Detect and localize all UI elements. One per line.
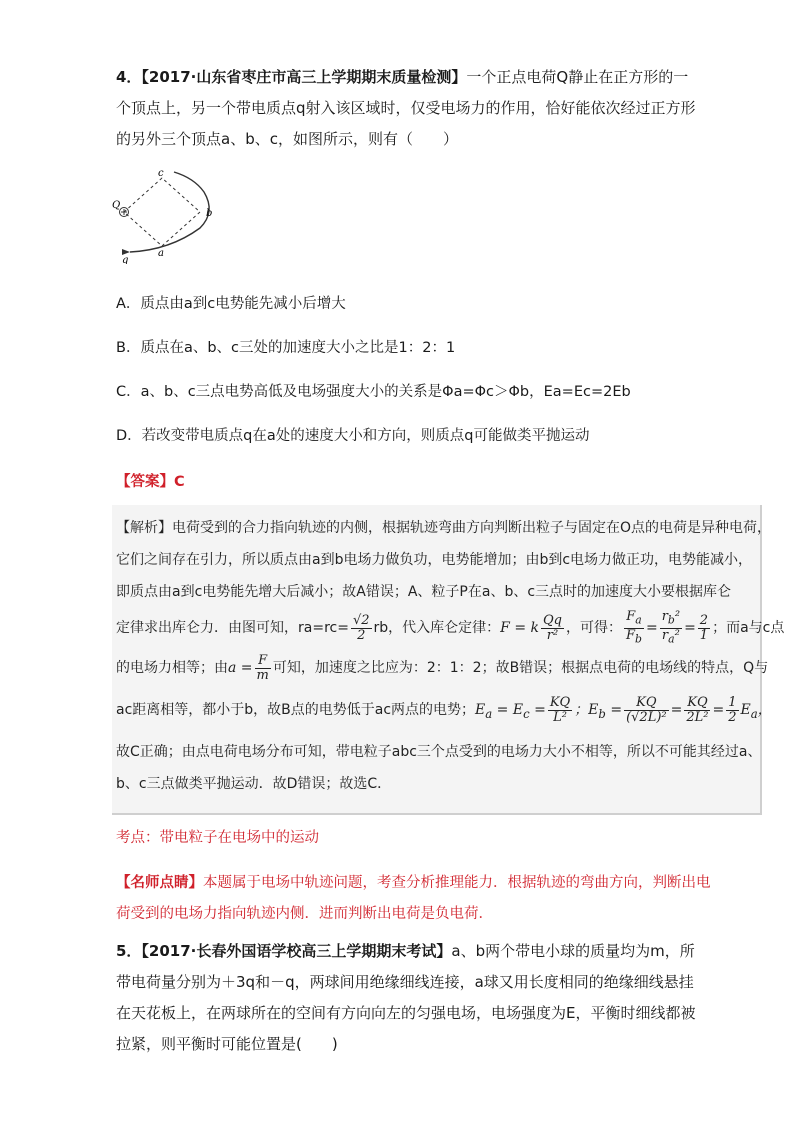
option-b: B．质点在a、b、c三处的加速度大小之比是1：2：1 <box>116 340 456 356</box>
label-b: b <box>206 208 213 219</box>
label-q: q <box>122 255 129 264</box>
explanation-line: b、c三点做类平抛运动．故D错误；故选C． <box>116 775 392 792</box>
label-a: a <box>158 248 164 259</box>
question-4 <box>116 62 696 155</box>
explanation-line: 即质点由a到c电势能先增大后减小；故A错误；A、粒子P在a、b、c三点时的加速度大小要根据库仑 <box>116 584 732 600</box>
field-formula: $E_a = E_c$ = <box>475 702 546 721</box>
teacher-comment-tag: 【名师点睛】 <box>116 875 203 891</box>
label-c: c <box>158 168 164 179</box>
kaodian-label: 考点：带电粒子在电场中的运动 <box>116 830 319 846</box>
trajectory-curve <box>130 172 209 252</box>
explanation-line: 的电场力相等；由a = $\frac{F}{m}$ 可知，加速度之比应为：2：1：2；故B错误；根据点电荷的电场线的特点，Q与 <box>116 652 769 683</box>
formula-sqrt2-over-2: $\frac{√2}{2}$ <box>352 612 370 643</box>
coulomb-formula: F = k <box>500 620 539 636</box>
explanation-text <box>116 512 785 800</box>
answer-label: 【答案】C <box>116 474 185 490</box>
force-ratio-formula: $\frac{F_a}{F_b}$ <box>625 608 642 646</box>
question-5-stem: a、b两个带电小球的质量均为m，所带电荷量分别为＋3q和－q，两球间用绝缘细线连接，a球又用长度相同的绝缘细线悬挂在天花板上，在两球所在的空间有方向向左的匀强电场，电场强度为E，平衡时细线都被拉紧，则平衡时可能位置是( ) <box>116 942 696 1053</box>
explanation-line: 定律求出库仑力．由图可知，ra=rc= $\frac{√2}{2}$ rb，代入库仑定律：F = k $\frac{Qq}{\text{r²}}$ ，可得： $\frac{F_a}{F_b}$ = $\frac{r_b^2}{r_a^2}$ = $\frac{2}{1}$ ；而a与c点 <box>116 608 785 646</box>
explanation-line: 它们之间存在引力，所以质点由a到b电场力做负功，电势能增加；由b到c电场力做正功，电势能减小， <box>116 552 753 568</box>
explanation-line: 【解析】电荷受到的合力指向轨迹的内侧，根据轨迹弯曲方向判断出粒子与固定在O点的电荷是异种电荷， <box>116 520 772 536</box>
option-d: D．若改变带电质点q在a处的速度大小和方向，则质点q可能做类平抛运动 <box>116 428 590 444</box>
option-a: A．质点由a到c电势能先减小后增大 <box>116 296 346 312</box>
trajectory-figure <box>112 168 222 264</box>
explanation-line: ac距离相等，都小于b，故B点的电势低于ac两点的电势；$E_a = E_c$ = $\frac{KQ}{\text{L²}}$ ；$E_b$ = $\frac{KQ}{\text{(√2L)²}}$ = $\frac{KQ}{\text{2L²}}$ = $\frac{1}{2}$ $E_a$， <box>116 694 772 725</box>
option-c: C．a、b、c三点电势高低及电场强度大小的关系是Φa=Φc＞Φb，Ea=Ec=2Eb <box>116 384 631 400</box>
explanation-line: 故C正确；由点电荷电场分布可知，带电粒子abc三个点受到的电场力大小不相等，所以不可能其经过a、 <box>116 743 762 760</box>
question-4-source: 4．【2017·山东省枣庄市高三上学期期末质量检测】 <box>116 68 467 86</box>
teacher-comment-text: 本题属于电场中轨迹问题，考查分析推理能力．根据轨迹的弯曲方向，判断出电荷受到的电场力指向轨迹内侧．进而判断出电荷是负电荷． <box>116 875 711 922</box>
question-5 <box>116 936 696 1060</box>
newton-formula: a = <box>228 660 253 676</box>
question-4-stem: 一个正点电荷Q静止在正方形的一个顶点上，另一个带电质点q射入该区域时，仅受电场力的作用，恰好能依次经过正方形的另外三个顶点a、b、c，如图所示，则有（ ） <box>116 68 696 148</box>
question-5-source: 5．【2017·长春外国语学校高三上学期期末考试】 <box>116 942 452 960</box>
teacher-comment <box>116 868 716 930</box>
label-Q: Q <box>112 200 121 211</box>
